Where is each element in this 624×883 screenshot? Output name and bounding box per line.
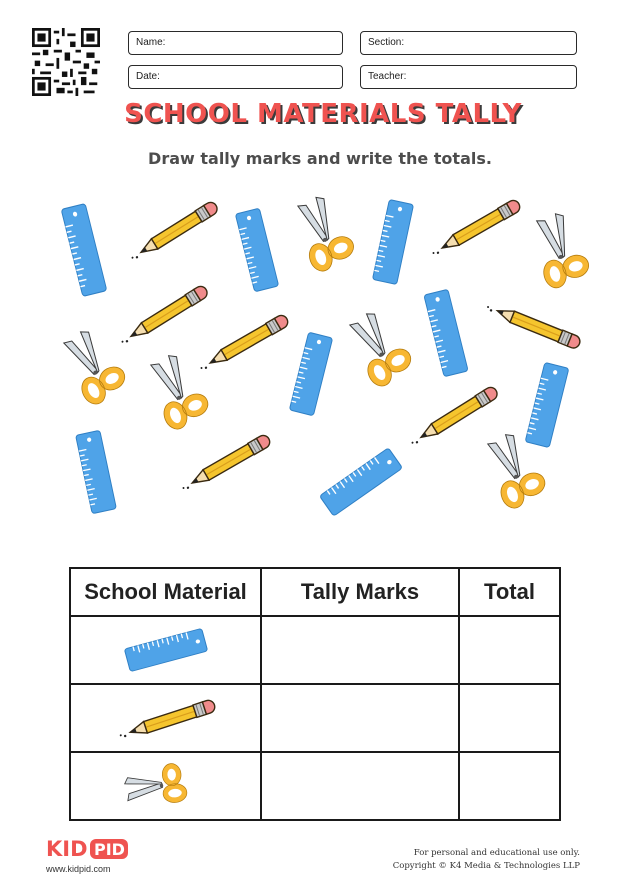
header-tally-marks: Tally Marks <box>261 568 459 616</box>
name-field[interactable]: Name: <box>128 31 343 55</box>
ruler-icon <box>289 332 332 416</box>
tally-cell[interactable] <box>261 684 459 752</box>
table-row <box>70 752 560 820</box>
date-field[interactable]: Date: <box>128 65 343 89</box>
pencil-icon <box>106 688 226 748</box>
svg-text:KID: KID <box>46 837 88 861</box>
scissors-icon <box>291 191 359 274</box>
ruler-icon <box>116 620 216 680</box>
pencil-icon <box>128 200 219 264</box>
footer-notice <box>393 847 580 873</box>
pencil-icon <box>408 385 499 449</box>
teacher-field[interactable]: Teacher: <box>360 65 577 89</box>
scissors-icon <box>529 209 592 290</box>
total-cell[interactable] <box>459 616 560 684</box>
pencil-icon <box>197 313 290 374</box>
ruler-icon <box>320 448 403 516</box>
total-cell[interactable] <box>459 752 560 820</box>
table-row <box>70 684 560 752</box>
ruler-icon <box>61 204 107 297</box>
ruler-icon <box>372 200 413 285</box>
material-cell <box>70 616 261 684</box>
table-row <box>70 616 560 684</box>
svg-text:PID: PID <box>94 840 125 859</box>
header-school-material: School Material <box>70 568 261 616</box>
usage-note: For personal and educational use only. <box>413 848 580 858</box>
instruction-text: Draw tally marks and write the totals. <box>148 149 492 168</box>
section-field[interactable]: Section: <box>360 31 577 55</box>
scissors-icon <box>144 349 214 433</box>
header-total: Total <box>459 568 560 616</box>
table-header-row <box>70 568 560 616</box>
tally-table <box>69 567 561 821</box>
worksheet-title: SCHOOL MATERIALS TALLY <box>124 99 522 129</box>
website-text: www.kidpid.com <box>46 864 111 874</box>
tally-cell[interactable] <box>261 616 459 684</box>
material-cell <box>70 752 261 820</box>
material-cell <box>70 684 261 752</box>
scissors-icon <box>111 756 221 816</box>
scissors-icon <box>57 323 131 408</box>
ruler-icon <box>235 208 278 292</box>
pencil-icon <box>485 301 582 350</box>
tally-cell[interactable] <box>261 752 459 820</box>
ruler-icon <box>76 430 117 513</box>
scissors-icon <box>343 305 417 390</box>
pencil-icon <box>179 433 272 494</box>
total-cell[interactable] <box>459 684 560 752</box>
pencil-icon <box>118 284 209 348</box>
ruler-icon <box>424 289 468 376</box>
pencil-icon <box>429 198 522 259</box>
kidpid-logo <box>46 836 130 862</box>
copyright-text: Copyright © K4 Media & Technologies LLP <box>392 861 580 871</box>
ruler-icon <box>525 362 569 447</box>
